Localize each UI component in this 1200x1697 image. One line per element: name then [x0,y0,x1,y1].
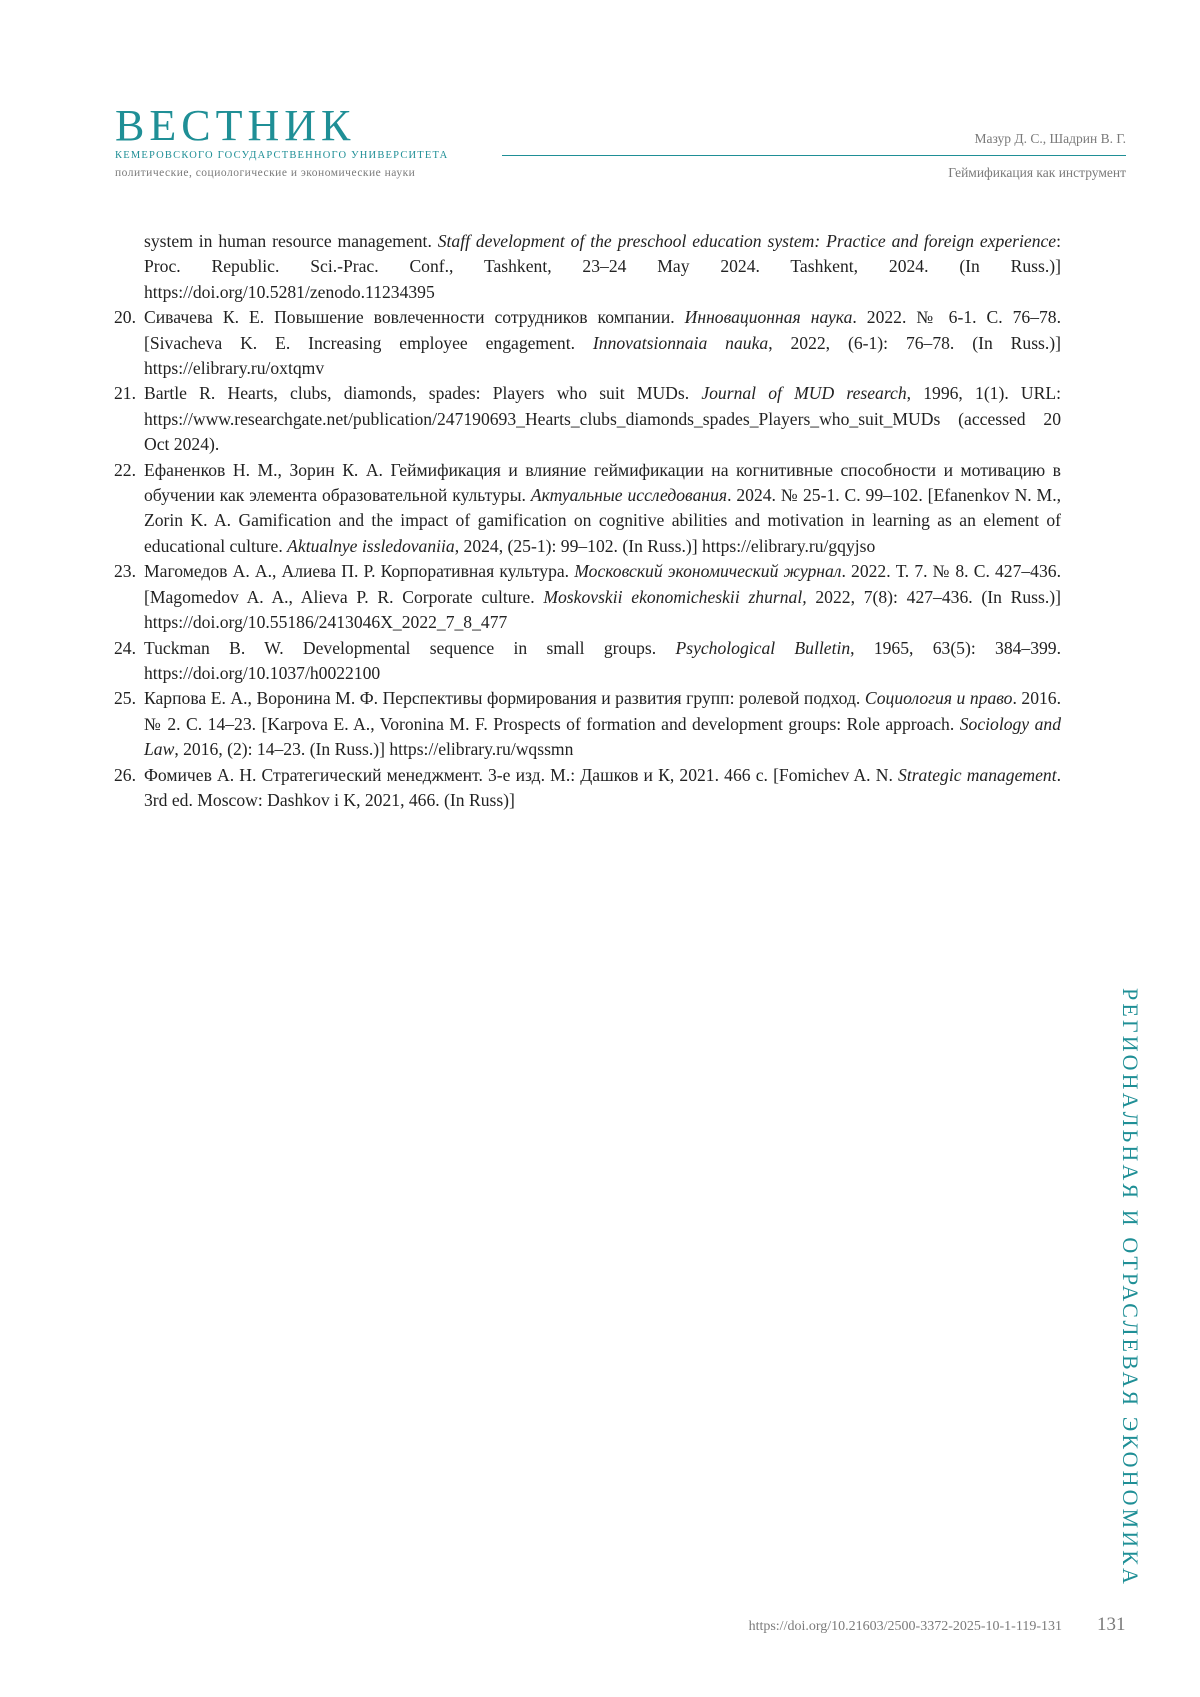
reference-fragment: , 2016, (2): 14–23. (In Russ.)] https://elibrary.ru/wqssmn [174,739,574,760]
reference-italic-fragment: Московский экономический журнал [574,561,842,582]
reference-list [114,229,1061,813]
reference-fragment: , 1996, 1(1). URL: https://www.researchgate.net/publication/247190693_Hearts_clubs_diamonds_spades_Players_who_suit_MUDs (accessed 20 Oct 2024). [144,383,1062,455]
reference-text [144,559,1061,635]
reference-fragment: . 2016. № 2. С. 14–23. [Karpova E. A., Voronina M. F. Prospects of formation and development groups: Role approach. [144,688,1061,734]
reference-item-24 [114,636,1061,687]
reference-number: 26. [114,764,136,785]
journal-series: политические, социологические и экономические науки [115,167,416,179]
article-short-title: Геймификация как инструмент [948,165,1126,180]
reference-fragment: , 1965, 63(5): 384–399. https://doi.org/10.1037/h0022100 [144,637,1061,683]
reference-number: 20. [114,307,136,328]
reference-text [144,686,1061,762]
reference-fragment: . 2022. Т. 7. № 8. С. 427–436. [Magomedov A. A., Alieva P. R. Corporate culture. [144,561,1061,607]
reference-number: 21. [114,383,136,404]
reference-italic-fragment: Социология и право [864,688,1013,709]
reference-fragment: : Proc. Republic. Sci.-Prac. Conf., Tashkent, 23–24 May 2024. Tashkent, 2024. (In Russ.)] https://doi.org/10.5281/zenodo.11234395 [144,231,1061,302]
header-divider [502,155,1126,156]
journal-subtitle: КЕМЕРОВСКОГО ГОСУДАРСТВЕННОГО УНИВЕРСИТЕТА [115,150,449,161]
footer-doi-link[interactable]: https://doi.org/10.21603/2500-3372-2025-10-1-119-131 [748,1619,1062,1634]
reference-fragment: Bartle R. Hearts, clubs, diamonds, spades: Players who suit MUDs. [144,383,702,404]
reference-fragment: . 3rd ed. Moscow: Dashkov i K, 2021, 466. (In Russ)] [144,764,1062,810]
reference-number: 25. [114,688,136,709]
reference-text [144,636,1061,687]
article-authors: Мазур Д. С., Шадрин В. Г. [974,131,1126,146]
reference-text [144,381,1061,457]
reference-fragment: . 2022. № 6-1. С. 76–78. [Sivacheva K. E. Increasing employee engagement. [144,307,1061,353]
reference-number: 23. [114,561,136,582]
reference-italic-fragment: Aktualnye issledovaniia [287,535,455,556]
reference-fragment: 2022, 7(8): 427–436. (In Russ.)] https://doi.org/10.55186/2413046X_2022_7_8_477 [144,586,1061,633]
reference-fragment: . 2024. № 25-1. С. 99–102. [Efanenkov N. M., Zorin K. A. Gamification and the impact of gamification on cognitive abilities and motivation in learning as an element of educational culture. [144,485,1061,556]
reference-italic-fragment: Psychological Bulletin [675,637,851,658]
reference-number: 24. [114,637,136,658]
reference-fragment: Фомичев А. Н. Стратегический менеджмент. 3-е изд. М.: Дашков и К, 2021. 466 с. [Fomichev A. N. [144,764,899,785]
reference-item-20 [114,305,1061,381]
reference-item-21 [114,381,1061,457]
reference-fragment: , 2024, (25-1): 99–102. (In Russ.)] https://elibrary.ru/gqyjso [454,535,876,556]
reference-italic-fragment: Инновационная наука [684,307,853,328]
journal-title: ВЕСТНИК [115,101,356,150]
reference-continuation [144,229,1061,305]
reference-fragment: Ефаненков Н. М., Зорин К. А. Геймификация и влияние геймификации на когнитивные способности и мотивацию в обучении как элемента образовательной культуры. [144,459,1061,506]
reference-italic-fragment: Journal of MUD research [701,383,907,404]
reference-item-26 [114,763,1061,814]
reference-italic-fragment: Актуальные исследования [530,485,728,506]
reference-fragment: Tuckman B. W. Developmental sequence in small groups. [144,637,676,658]
reference-fragment: , 2022, (6-1): 76–78. (In Russ.)] https://elibrary.ru/oxtqmv [144,332,1062,379]
reference-italic-fragment: Moskovskii ekonomicheskii zhurnal, [543,586,807,607]
reference-item-25 [114,686,1061,762]
reference-italic-fragment: Strategic management [898,764,1057,785]
reference-text [144,458,1061,560]
page-number: 131 [1097,1614,1126,1635]
reference-italic-fragment: Innovatsionnaia nauka [592,332,769,353]
section-rubric-vertical: РЕГИОНАЛЬНАЯ И ОТРАСЛЕВАЯ ЭКОНОМИКА [1118,988,1143,1588]
reference-number: 22. [114,459,136,480]
reference-text [144,305,1061,381]
reference-fragment: Магомедов А. А., Алиева П. Р. Корпоративная культура. [144,561,575,582]
reference-italic-fragment: Sociology and Law [144,713,1061,760]
reference-fragment: system in human resource management. [144,231,438,251]
reference-fragment: Карпова Е. А., Воронина М. Ф. Перспективы формирования и развития групп: ролевой подход. [144,688,865,709]
reference-item-22 [114,458,1061,560]
reference-fragment: Сивачева К. Е. Повышение вовлеченности сотрудников компании. [144,307,685,328]
reference-text [144,763,1061,814]
reference-item-23 [114,559,1061,635]
reference-italic-fragment: Staff development of the preschool education system: Practice and foreign experience [437,231,1057,251]
